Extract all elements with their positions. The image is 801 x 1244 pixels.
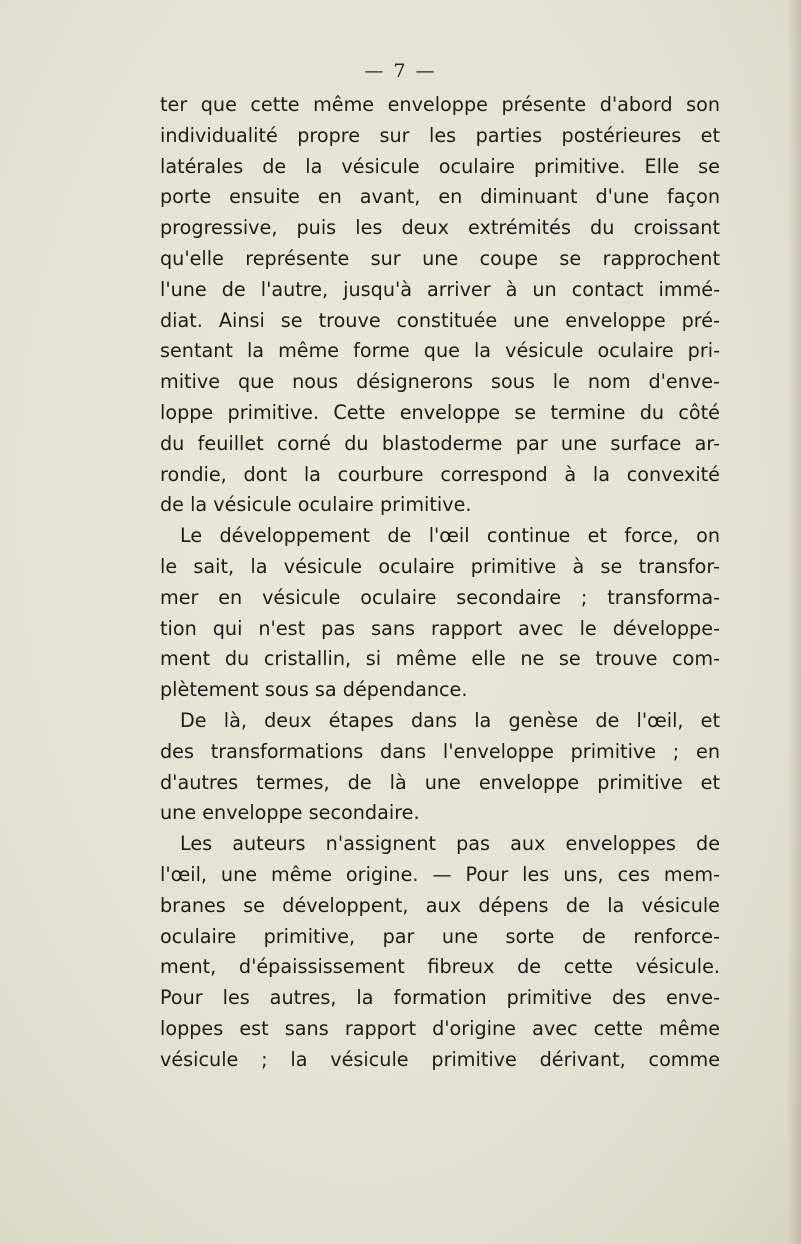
text-line: porte ensuite en avant, en diminuant d'une façon [160,185,720,209]
text-line: oculaire primitive, par une sorte de renforce- [160,924,720,948]
text-line: l'œil, une même origine. — Pour les uns, ces mem- [160,862,720,886]
text-line: ment du cristallin, si même elle ne se trouve com- [160,647,720,671]
text-line: Le développement de l'œil continue et force, on [180,524,720,548]
text-line: latérales de la vésicule oculaire primitive. Elle se [160,154,720,178]
text-line: mer en vésicule oculaire secondaire ; transforma- [160,585,720,609]
text-line: des transformations dans l'enveloppe primitive ; en [160,739,720,763]
text-line: rondie, dont la courbure correspond à la convexité [160,462,720,486]
text-line: De là, deux étapes dans la genèse de l'œil, et [180,708,720,732]
text-line: le sait, la vésicule oculaire primitive à se transfor- [160,554,720,578]
text-line: branes se développent, aux dépens de la vésicule [160,893,720,917]
text-line: progressive, puis les deux extrémités du croissant [160,216,720,240]
body-text [160,90,720,1076]
text-line: individualité propre sur les parties postérieures et [160,123,720,147]
text-line: tion qui n'est pas sans rapport avec le développe- [160,616,720,640]
text-line: du feuillet corné du blastoderme par une surface ar- [160,431,720,455]
text-line: loppe primitive. Cette enveloppe se termine du côté [160,400,720,424]
text-line: Les auteurs n'assignent pas aux enveloppes de [180,832,720,856]
text-line: diat. Ainsi se trouve constituée une enveloppe pré- [160,308,720,332]
page-number: — 7 — [364,60,437,82]
text-line: mitive que nous désignerons sous le nom d'enve- [160,370,720,394]
text-line: l'une de l'autre, jusqu'à arriver à un contact immé- [160,277,720,301]
text-line: ter que cette même enveloppe présente d'abord son [160,93,720,116]
page-edge-shadow [787,0,801,1244]
text-line: loppes est sans rapport d'origine avec cette même [160,1016,720,1040]
text-line: ment, d'épaississement fibreux de cette vésicule. [160,955,720,979]
text-line: Pour les autres, la formation primitive des enve- [160,986,720,1010]
text-line: plètement sous sa dépendance. [160,678,468,702]
text-line: d'autres termes, de là une enveloppe primitive et [160,770,720,794]
text-line: vésicule ; la vésicule primitive dérivant, comme [160,1047,720,1071]
text-line: de la vésicule oculaire primitive. [160,493,472,517]
text-line: sentant la même forme que la vésicule oculaire pri- [160,339,720,363]
text-line: une enveloppe secondaire. [160,801,420,825]
text-line: qu'elle représente sur une coupe se rapprochent [160,246,720,270]
